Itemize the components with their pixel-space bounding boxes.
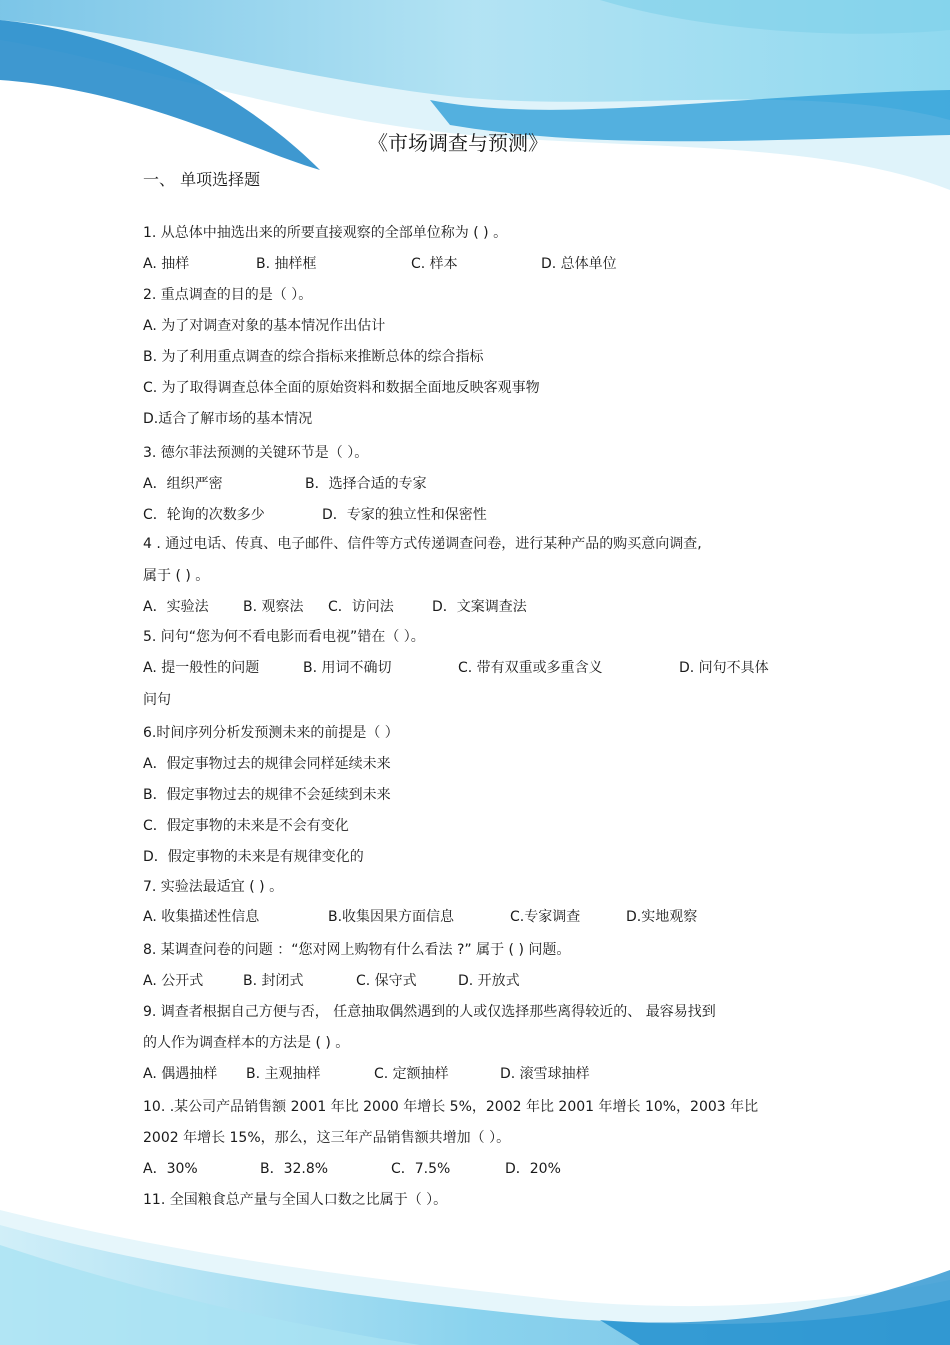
answer-option: C．7.5% xyxy=(391,1161,451,1177)
answer-option: A. 为了对调查对象的基本情况作出估计 xyxy=(143,318,386,334)
answer-option: D.实地观察 xyxy=(626,909,698,925)
question-stem-line: 9. 调查者根据自己方便与否， 任意抽取偶然遇到的人或仅选择那些离得较近的、 最容易找到 xyxy=(143,1004,716,1020)
answer-option: B. 主观抽样 xyxy=(246,1066,321,1082)
question-stem: 5. 问句“您为何不看电影而看电视”错在（ ）。 xyxy=(143,629,425,645)
answer-option: C. 样本 xyxy=(411,256,458,272)
answer-option: D．专家的独立性和保密性 xyxy=(322,507,487,523)
question-stem-line: 的人作为调查样本的方法是 ( ) 。 xyxy=(143,1035,350,1051)
answer-option: B.收集因果方面信息 xyxy=(328,909,455,925)
answer-option: B．选择合适的专家 xyxy=(305,476,427,492)
question-stem: 2. 重点调查的目的是（ ）。 xyxy=(143,287,313,303)
answer-option: A．组织严密 xyxy=(143,476,223,492)
answer-option: B. 为了利用重点调查的综合指标来推断总体的综合指标 xyxy=(143,349,484,365)
page-title: 《市场调查与预测》 xyxy=(368,131,548,155)
answer-option: C．访问法 xyxy=(328,599,394,615)
question-stem: 3. 德尔菲法预测的关键环节是（ ）。 xyxy=(143,445,369,461)
answer-option: A. 抽样 xyxy=(143,256,190,272)
question-stem: 6.时间序列分析发预测未来的前提是（ ） xyxy=(143,725,399,741)
section-heading: 一、 单项选择题 xyxy=(143,170,261,189)
question-stem-line: 2002 年增长 15%，那么，这三年产品销售额共增加（ ）。 xyxy=(143,1130,511,1146)
answer-option: C. 定额抽样 xyxy=(374,1066,449,1082)
answer-option: D．假定事物的未来是有规律变化的 xyxy=(143,849,364,865)
question-stem-line: 10. .某公司产品销售额 2001 年比 2000 年增长 5%，2002 年比 2001 年增长 10%，2003 年比 xyxy=(143,1099,759,1115)
answer-option: B．32.8% xyxy=(260,1161,329,1177)
answer-option: C．轮询的次数多少 xyxy=(143,507,265,523)
answer-option: A．假定事物过去的规律会同样延续未来 xyxy=(143,756,391,772)
answer-option: C. 保守式 xyxy=(356,973,417,989)
answer-option: D.适合了解市场的基本情况 xyxy=(143,411,313,427)
answer-option: D. 总体单位 xyxy=(541,256,617,272)
answer-option: D. 滚雪球抽样 xyxy=(500,1066,590,1082)
question-stem: 1. 从总体中抽选出来的所要直接观察的全部单位称为 ( ) 。 xyxy=(143,225,508,241)
answer-option: B. 观察法 xyxy=(243,599,304,615)
answer-option: B．假定事物过去的规律不会延续到未来 xyxy=(143,787,391,803)
answer-option: D．文案调查法 xyxy=(432,599,527,615)
answer-option: D．20% xyxy=(505,1161,561,1177)
answer-option: D. 开放式 xyxy=(458,973,520,989)
answer-option: A. 偶遇抽样 xyxy=(143,1066,218,1082)
question-stem-line: 属于 ( ) 。 xyxy=(143,568,210,584)
question-stem-line: 4 . 通过电话、传真、电子邮件、信件等方式传递调查问卷，进行某种产品的购买意向调查, xyxy=(143,536,702,552)
answer-option: B. 用词不确切 xyxy=(303,660,392,676)
question-stem: 8. 某调查问卷的问题 ：“您对网上购物有什么看法 ?” 属于 ( ) 问题。 xyxy=(143,942,571,958)
answer-option: A. 收集描述性信息 xyxy=(143,909,260,925)
answer-option: B. 封闭式 xyxy=(243,973,304,989)
answer-option: C. 带有双重或多重含义 xyxy=(458,660,603,676)
question-stem: 7. 实验法最适宜 ( ) 。 xyxy=(143,879,284,895)
answer-option: B. 抽样框 xyxy=(256,256,317,272)
question-stem: 11. 全国粮食总产量与全国人口数之比属于（ ）。 xyxy=(143,1192,448,1208)
answer-option: A．实验法 xyxy=(143,599,209,615)
answer-option: A. 公开式 xyxy=(143,973,204,989)
answer-option: D. 问句不具体 xyxy=(679,660,769,676)
answer-option: A．30% xyxy=(143,1161,198,1177)
answer-option: C.专家调查 xyxy=(510,909,581,925)
option-continuation: 问句 xyxy=(143,692,171,708)
answer-option: C. 为了取得调查总体全面的原始资料和数据全面地反映客观事物 xyxy=(143,380,540,396)
answer-option: A. 提一般性的问题 xyxy=(143,660,260,676)
answer-option: C．假定事物的未来是不会有变化 xyxy=(143,818,349,834)
